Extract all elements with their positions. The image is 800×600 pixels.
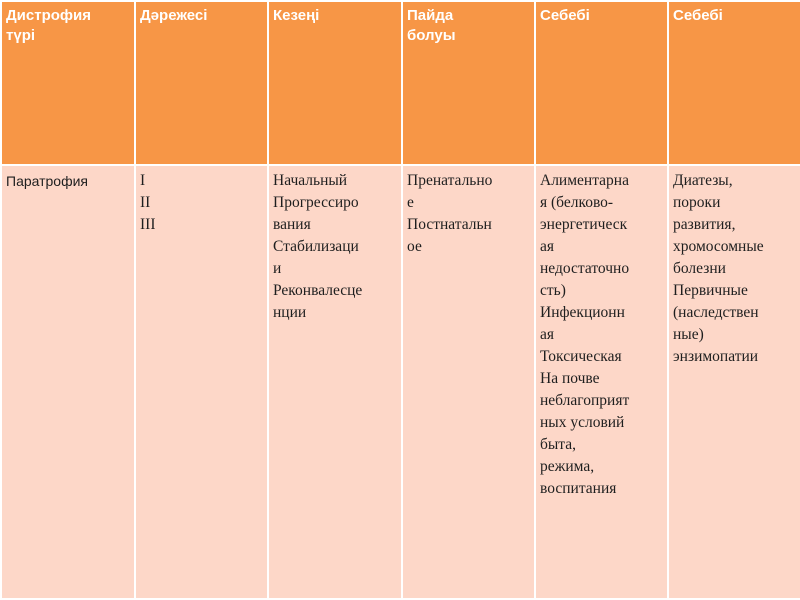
cell-text: Реконвалесце — [273, 282, 363, 299]
cell-text: ных условий — [540, 414, 625, 431]
cell-text: болезни — [673, 260, 726, 277]
cell-text: я (белково- — [540, 194, 614, 211]
cell-text: сть) — [540, 282, 566, 299]
cell-text: воспитания — [540, 480, 617, 497]
cell-text: III — [140, 216, 156, 233]
header-cause-2 — [668, 1, 800, 165]
cell-type — [1, 165, 135, 599]
cell-text: недостаточно — [540, 260, 630, 277]
header-onset — [402, 1, 535, 165]
table-row — [1, 165, 800, 599]
cell-text: Прогрессиро — [273, 194, 359, 211]
cell-text: развития, — [673, 216, 736, 233]
header-stage — [268, 1, 402, 165]
cell-degree — [135, 165, 268, 599]
cell-text: I — [140, 172, 146, 189]
header-text: Себебі — [540, 7, 590, 24]
cell-text: На почве — [540, 370, 600, 387]
cell-text: вания — [273, 216, 311, 233]
cell-text: неблагоприят — [540, 392, 630, 409]
cell-text: ое — [407, 238, 422, 255]
cell-text: Токсическая — [540, 348, 622, 365]
header-row — [1, 1, 800, 165]
cell-text: Пренатально — [407, 172, 493, 189]
header-text: Себебі — [673, 7, 723, 24]
cell-stage — [268, 165, 402, 599]
header-text: болуы — [407, 27, 456, 44]
header-text: түрі — [6, 27, 36, 44]
cell-text: Первичные — [673, 282, 748, 299]
cell-text: Инфекционн — [540, 304, 625, 321]
cell-text: (наследствен — [673, 304, 759, 321]
cell-text: энзимопатии — [673, 348, 759, 365]
cell-text: хромосомные — [673, 238, 764, 255]
header-text: Пайда — [407, 7, 454, 24]
header-text: Кезеңі — [273, 7, 320, 24]
cell-text: Начальный — [273, 172, 348, 189]
cell-text: режима, — [540, 458, 595, 475]
cell-text: е — [407, 194, 414, 211]
cell-text: ные) — [673, 326, 704, 343]
cell-text: Алиментарна — [540, 172, 629, 189]
header-degree — [135, 1, 268, 165]
cell-text: энергетическ — [540, 216, 628, 233]
header-cause-1 — [535, 1, 668, 165]
cell-text: II — [140, 194, 151, 211]
cell-text: пороки — [673, 194, 721, 211]
cell-text: Диатезы, — [673, 172, 733, 189]
cell-text: ая — [540, 326, 555, 343]
cell-onset — [402, 165, 535, 599]
cell-text: Паратрофия — [6, 173, 89, 189]
header-dystrophy-type — [1, 1, 135, 165]
header-text: Дәрежесі — [140, 7, 208, 24]
cell-text: нции — [273, 304, 307, 321]
cell-text: быта, — [540, 436, 577, 453]
header-text: Дистрофия — [6, 7, 92, 24]
cell-text: и — [273, 260, 282, 277]
cell-text: ая — [540, 238, 555, 255]
cell-cause-2 — [668, 165, 800, 599]
cell-text: Стабилизаци — [273, 238, 359, 255]
cell-cause-1 — [535, 165, 668, 599]
cell-text: Постнатальн — [407, 216, 492, 233]
